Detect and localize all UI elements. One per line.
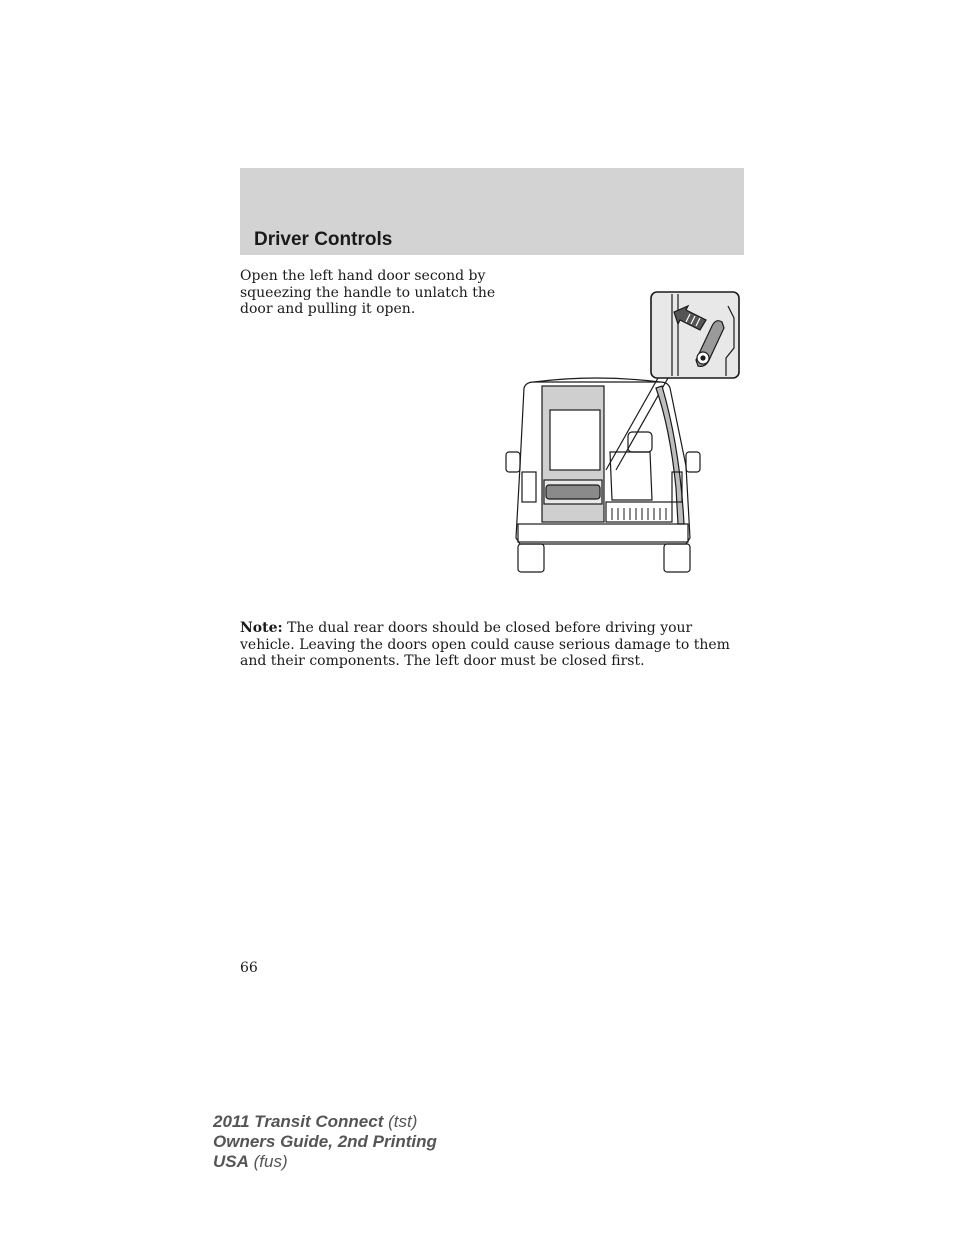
footer-model-code: (tst) xyxy=(383,1112,418,1131)
van-rear-door-illustration xyxy=(500,288,746,578)
right-rear-door-open xyxy=(656,386,684,524)
right-wheel xyxy=(664,544,690,572)
footer-market-code: (fus) xyxy=(248,1152,288,1171)
footer-model: 2011 Transit Connect xyxy=(213,1112,384,1131)
left-wheel xyxy=(518,544,544,572)
note-label: Note: xyxy=(240,620,283,636)
right-mirror xyxy=(686,452,700,472)
note-body: The dual rear doors should be closed before driving your vehicle. Leaving the doors open could cause serious damage to them and their components. The left door must be closed first. xyxy=(240,620,730,669)
rear-bumper xyxy=(518,524,688,542)
footer xyxy=(213,1112,437,1172)
footer-guide: Owners Guide, 2nd Printing xyxy=(213,1132,437,1151)
section-title: Driver Controls xyxy=(254,229,393,250)
footer-line-model xyxy=(213,1112,437,1132)
left-mirror xyxy=(506,452,520,472)
door-window xyxy=(550,410,600,470)
note-paragraph xyxy=(240,620,746,670)
section-header-band xyxy=(240,168,744,255)
footer-line-market xyxy=(213,1152,437,1172)
footer-line-guide xyxy=(213,1132,437,1152)
page-number: 66 xyxy=(240,960,258,976)
interior-seat xyxy=(610,452,652,500)
intro-paragraph: Open the left hand door second by squeezing the handle to unlatch the door and pulling it open. xyxy=(240,268,496,317)
footer-market: USA xyxy=(213,1152,249,1171)
